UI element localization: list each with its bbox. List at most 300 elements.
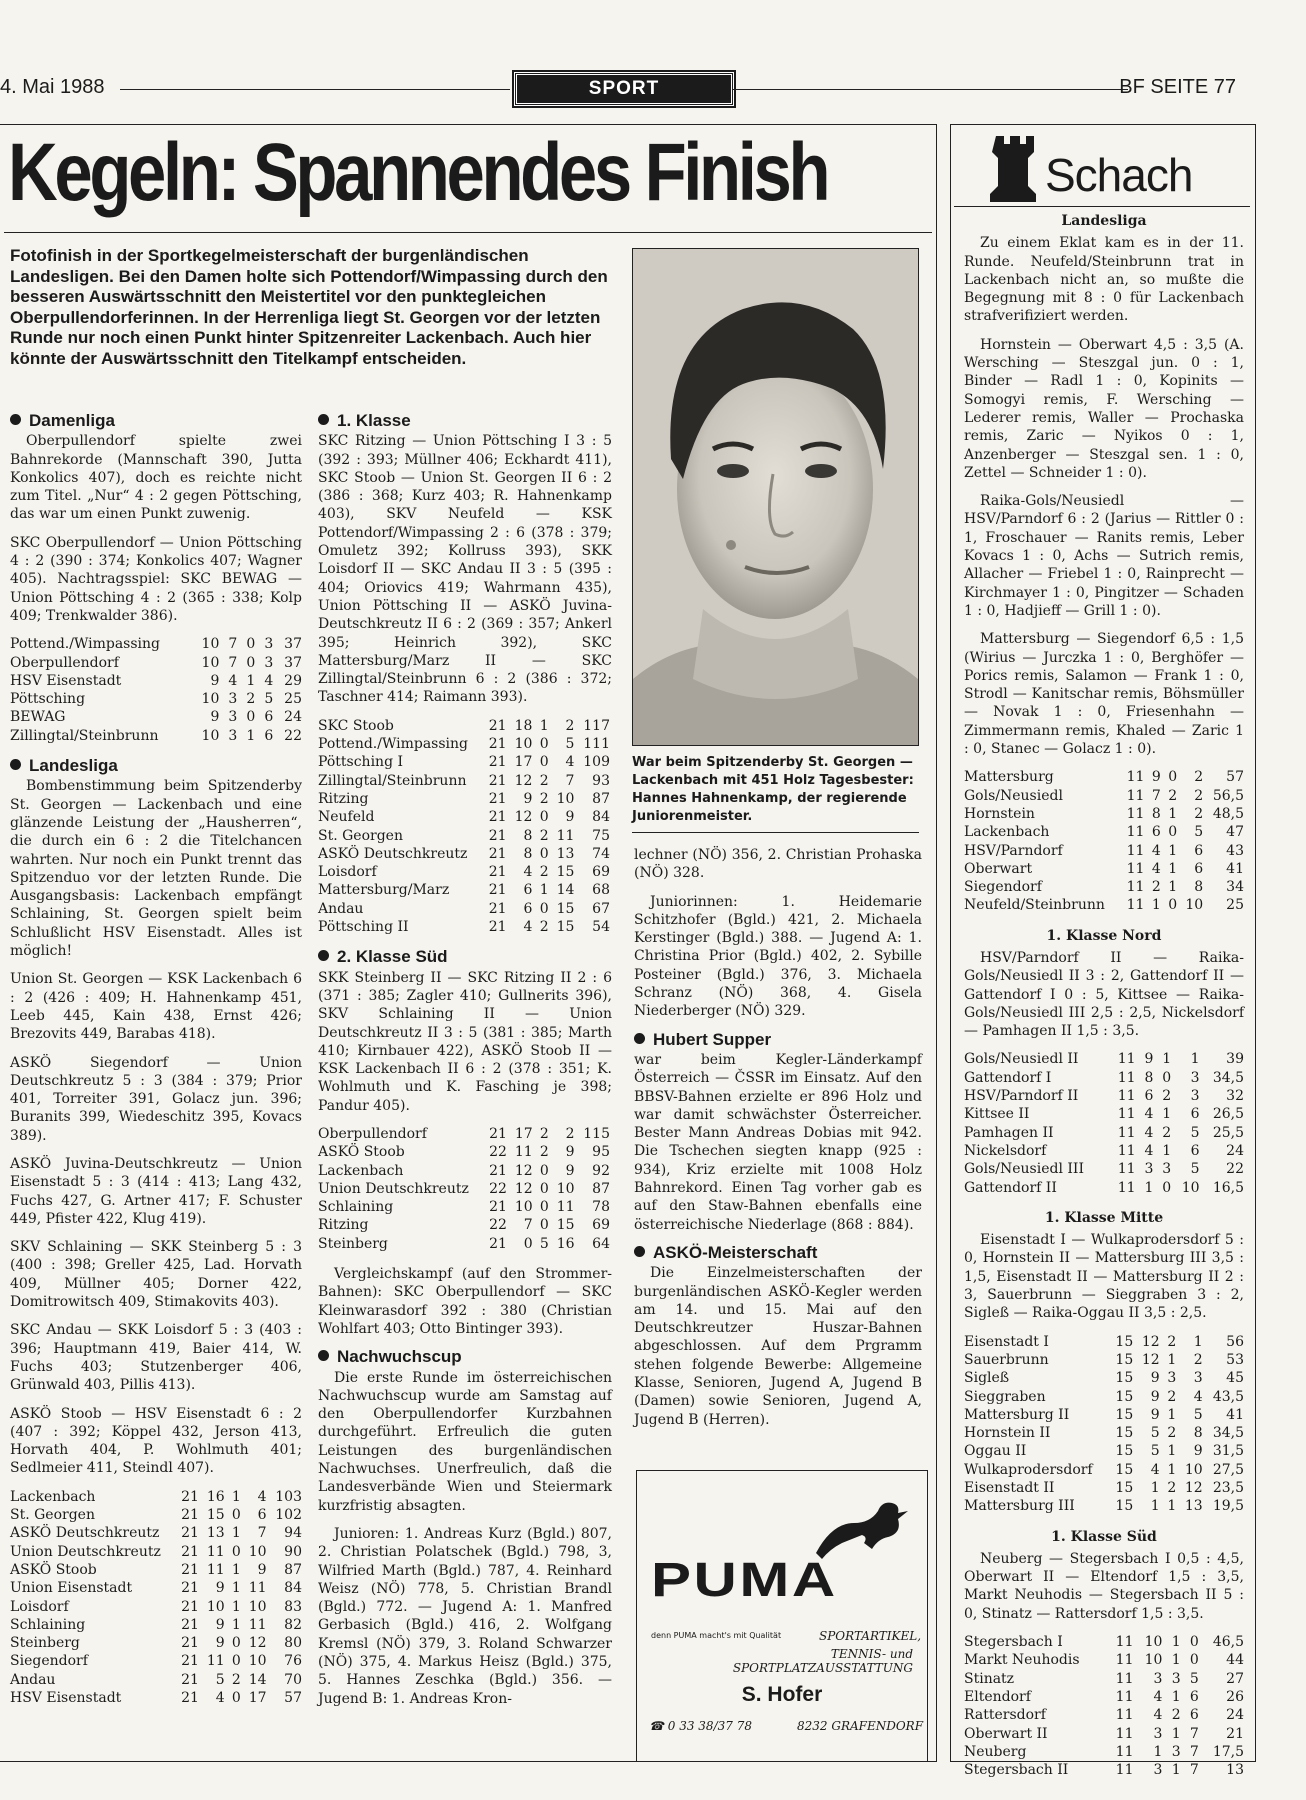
table-cell: 5 — [1150, 1425, 1160, 1442]
table-cell: 6 — [523, 882, 533, 899]
team-name: HSV/Parndorf — [964, 842, 1063, 859]
table-cell: 0 — [1162, 1179, 1172, 1196]
table-cell: 6 — [1190, 1106, 1200, 1123]
table-cell: 9 — [210, 672, 220, 689]
table-cell: 21 — [488, 790, 507, 807]
table-row — [964, 1142, 1244, 1160]
table-cell: 5 — [539, 1235, 549, 1252]
table-cell: 0 — [539, 809, 549, 826]
table-cell: 11 — [1117, 1088, 1136, 1105]
table-cell: 90 — [284, 1543, 302, 1560]
table-cell: 1 — [1167, 1461, 1177, 1478]
table-cell: 25,5 — [1212, 1124, 1244, 1141]
ad-phone: ☎ 0 33 38/37 78 — [649, 1719, 752, 1733]
table-cell: 1 — [1190, 1051, 1200, 1068]
table-cell: 11 — [1117, 1051, 1136, 1068]
table-cell: 22 — [489, 1217, 507, 1234]
table-cell: 56,5 — [1212, 787, 1244, 804]
table-cell: 3 — [1162, 1161, 1172, 1178]
team-name: HSV Eisenstadt — [10, 672, 122, 689]
table-row — [10, 690, 302, 708]
table-cell: 4 — [257, 1488, 267, 1505]
table-row — [964, 768, 1244, 786]
table-cell: 21 — [489, 1199, 507, 1216]
table-cell: 10 — [556, 1180, 575, 1197]
table-cell: 115 — [583, 1125, 610, 1142]
team-name: ASKÖ Deutschkreutz — [10, 1525, 160, 1542]
table-cell: 12 — [514, 1162, 533, 1179]
portrait-image — [633, 249, 918, 745]
paragraph: Junioren: 1. Andreas Kurz (Bgld.) 807, 2. Christian Polatschek (Bgld.) 798, 3, Wilfried Marth (Bgld.) 787, 4. Reinhard Weisz (NÖ) 778, 5. Christian Brandl (Bgld.) 772. — Jugend A: 1. Manfred Gerbasich (Bgld.) 416, 2. Wolfgang Kremsl (NÖ) 379, 3. Roland Schwarzer (NÖ) 375, 4. Markus Heisz (Bgld.) 375, 5. Hannes Zeschka (Bgld.) 356. — Jugend B: 1. Andreas Kron- — [318, 1525, 612, 1707]
table-cell: 0 — [246, 709, 256, 726]
rook-icon — [990, 132, 1040, 204]
bullet-icon — [318, 1350, 329, 1361]
table-cell: 10 — [1184, 1461, 1203, 1478]
team-name: Ritzing — [318, 1217, 369, 1234]
ad-name: S. Hofer — [741, 1683, 823, 1706]
team-name: HSV/Parndorf II — [964, 1088, 1079, 1105]
table-row — [10, 654, 302, 672]
table-cell: 0 — [539, 845, 549, 862]
table-cell: 1 — [1167, 1351, 1177, 1368]
table-row — [318, 845, 610, 863]
section-damenliga: Damenliga — [10, 412, 302, 430]
section-landesliga: Landesliga — [10, 757, 302, 775]
bullet-icon — [10, 759, 21, 770]
table-cell: 4 — [1153, 1707, 1163, 1724]
table-row — [318, 735, 610, 753]
table-cell: 87 — [592, 790, 610, 807]
table-cell: 21 — [181, 1598, 199, 1615]
table-cell: 23,5 — [1212, 1480, 1244, 1496]
table-cell: 10 — [556, 790, 575, 807]
chess-table-mitte — [964, 1333, 1244, 1516]
team-name: Loisdorf — [318, 864, 377, 881]
paragraph: war beim Kegler-Länderkampf Österreich — ČSSR im Einsatz. Auf den BBSV-Bahnen erzielte er 896 Holz und war damit schwächster Österreicher. Bester Mann Andreas Dobias mit 942. Die Tschechen siegten knapp (925 : 934), Kriz erzielte mit 1008 Holz Bahnrekord. Einen Tag vorher gab es auf den Staw-Bahnen ebenfalls eine österreichische Niederlage (868 : 884). — [634, 1051, 922, 1233]
table-cell: 70 — [284, 1671, 302, 1688]
table-cell: 111 — [583, 736, 610, 753]
table-row — [318, 717, 610, 735]
table-row — [318, 808, 610, 826]
table-row — [964, 860, 1244, 878]
table-row — [964, 1497, 1244, 1515]
team-name: Sigleß — [964, 1370, 1010, 1387]
table-row — [964, 1725, 1244, 1743]
section-klasse2: 2. Klasse Süd — [318, 948, 612, 966]
table-cell: 0 — [1168, 769, 1178, 786]
table-cell: 11 — [1126, 787, 1145, 804]
team-name: Siegendorf — [964, 879, 1042, 896]
table-cell: 37 — [284, 636, 302, 653]
table-cell: 1 — [1167, 1498, 1177, 1515]
table-cell: 6 — [1144, 1088, 1154, 1105]
team-name: Oggau II — [964, 1443, 1027, 1460]
table-cell: 2 — [1167, 1480, 1177, 1496]
table-cell: 1 — [1171, 1688, 1181, 1705]
team-name: ASKÖ Stoob — [318, 1144, 405, 1161]
table-cell: 4 — [1144, 1142, 1154, 1159]
table-cell: 2 — [539, 919, 549, 936]
team-name: Mattersburg — [964, 769, 1054, 786]
bullet-icon — [634, 1033, 645, 1044]
paragraph: Juniorinnen: 1. Heidemarie Schitzhofer (Bgld.) 421, 2. Michaela Kerstinger (Bgld.) 388. — Jugend A: 1. Christina Prior (Bgld.) 402, 2. Sybille Posteiner (Bgld.) 376, 3. Michaela Schranz (NÖ) 368, 4. Gisela Niederberger (NÖ) 329. — [634, 893, 922, 1020]
table-cell: 21 — [181, 1507, 199, 1524]
chess-title: Schach — [1045, 149, 1193, 201]
table-cell: 11 — [1115, 1688, 1134, 1705]
table-cell: 0 — [1168, 824, 1178, 841]
table-cell: 5 — [1190, 1124, 1200, 1141]
paragraph: ASKÖ Juvina-Deutschkreutz — Union Eisenstadt 5 : 3 (414 : 413; Lang 432, Fuchs 427, G. Artner 417; F. Schuster 449, Pfister 422, Klug 419). — [10, 1155, 302, 1227]
table-cell: 5 — [264, 691, 274, 708]
table-row — [964, 805, 1244, 823]
table-cell: 2 — [539, 772, 549, 789]
team-name: Wulkaprodersdorf — [964, 1461, 1093, 1478]
portrait-photo — [632, 248, 919, 746]
table-row — [964, 1105, 1244, 1123]
table-cell: 48,5 — [1212, 805, 1244, 822]
team-name: Hornstein II — [964, 1425, 1051, 1442]
team-name: Union Eisenstadt — [10, 1580, 133, 1597]
team-name: Oberpullendorf — [318, 1125, 427, 1142]
table-cell: 14 — [248, 1671, 267, 1688]
table-row — [318, 1143, 610, 1161]
table-cell: 3 — [1171, 1743, 1181, 1760]
table-cell: 11 — [556, 1199, 575, 1216]
table-cell: 11 — [1115, 1707, 1134, 1724]
column-1 — [10, 402, 302, 1719]
team-name: Stegersbach I — [964, 1634, 1063, 1651]
table-row — [10, 1616, 302, 1634]
table-row — [964, 787, 1244, 805]
team-name: Mattersburg III — [964, 1498, 1075, 1515]
table-row — [318, 753, 610, 771]
table-cell: 2 — [565, 717, 575, 734]
table-cell: 12 — [1141, 1351, 1160, 1368]
table-cell: 5 — [565, 736, 575, 753]
table-cell: 11 — [1115, 1743, 1134, 1760]
table-cell: 9 — [215, 1580, 225, 1597]
column-2 — [318, 402, 612, 1718]
table-cell: 10 — [248, 1543, 267, 1560]
table-cell: 47 — [1226, 824, 1244, 841]
table-row — [964, 823, 1244, 841]
chess-table-landesliga — [964, 768, 1244, 914]
table-cell: 1 — [231, 1580, 241, 1597]
team-name: Ritzing — [318, 790, 369, 807]
table-row — [318, 1162, 610, 1180]
table-row — [964, 1743, 1244, 1761]
table-cell: 4 — [1150, 1461, 1160, 1478]
table-cell: 11 — [1126, 769, 1145, 786]
table-cell: 7 — [228, 654, 238, 671]
standings-table-landesliga — [10, 1488, 302, 1708]
paragraph: Neuberg — Stegersbach I 0,5 : 4,5, Oberwart II — Eltendorf 1,5 : 3,5, Markt Neuhodis — Stegersbach II 5 : 0, Stinatz — Rattersdorf 1,5 : 3,5. — [964, 1550, 1244, 1622]
table-cell: 34 — [1226, 879, 1244, 896]
table-cell: 27 — [1226, 1670, 1244, 1687]
table-cell: 4 — [1144, 1124, 1154, 1141]
table-cell: 26 — [1226, 1688, 1244, 1705]
table-cell: 15 — [1115, 1480, 1134, 1496]
table-cell: 3 — [1190, 1088, 1200, 1105]
team-name: Kittsee II — [964, 1106, 1030, 1123]
table-cell: 15 — [1115, 1425, 1134, 1442]
table-cell: 21 — [488, 717, 507, 734]
table-cell: 25 — [1226, 897, 1244, 914]
table-cell: 9 — [1193, 1443, 1203, 1460]
table-cell: 10 — [514, 1199, 533, 1216]
table-cell: 54 — [592, 919, 610, 936]
issue-date: 4. Mai 1988 — [0, 76, 105, 98]
team-name: Lackenbach — [964, 824, 1050, 841]
table-cell: 21 — [488, 809, 507, 826]
table-cell: 4 — [228, 672, 238, 689]
table-cell: 12 — [248, 1635, 267, 1652]
table-cell: 10 — [201, 691, 220, 708]
table-cell: 3 — [1153, 1670, 1163, 1687]
table-cell: 5 — [1150, 1443, 1160, 1460]
table-cell: 21 — [489, 1235, 507, 1252]
table-cell: 11 — [1126, 842, 1145, 859]
table-cell: 2 — [539, 864, 549, 881]
table-cell: 2 — [1167, 1388, 1177, 1405]
table-cell: 4 — [1193, 1388, 1203, 1405]
team-name: Schlaining — [318, 1199, 394, 1216]
table-cell: 1 — [246, 672, 256, 689]
table-row — [964, 1670, 1244, 1688]
table-cell: 24 — [284, 709, 302, 726]
puma-advertisement — [636, 1470, 928, 1762]
table-row — [318, 827, 610, 845]
table-cell: 2 — [1162, 1124, 1172, 1141]
column-3 — [634, 846, 922, 1439]
table-cell: 1 — [231, 1616, 241, 1633]
table-row — [964, 1442, 1244, 1460]
table-cell: 0 — [231, 1507, 241, 1524]
table-cell: 17,5 — [1212, 1743, 1244, 1760]
table-cell: 17 — [514, 1125, 533, 1142]
paragraph: Mattersburg — Siegendorf 6,5 : 1,5 (Wirius — Jurczka 1 : 0, Berghöfer — Porics remis, Salamon — Frank 1 : 0, Strodl — Kanitschar remis, Böhsmüller — Novak 1 : 0, Friesenhahn — Zimmermann remis, Khaled — Zaric 1 : 0, Stanec — Golacz 1 : 0). — [964, 631, 1244, 758]
table-row — [10, 1671, 302, 1689]
table-cell: 1 — [1168, 879, 1178, 896]
section-label: SPORT — [514, 72, 734, 106]
section-nachwuchscup: Nachwuchscup — [318, 1348, 612, 1366]
table-cell: 10 — [201, 654, 220, 671]
table-cell: 0 — [246, 636, 256, 653]
table-cell: 57 — [1226, 769, 1244, 786]
table-row — [10, 1524, 302, 1542]
table-row — [318, 1198, 610, 1216]
table-cell: 2 — [1193, 1351, 1203, 1368]
table-cell: 0 — [246, 654, 256, 671]
table-cell: 2 — [1168, 787, 1178, 804]
header-rule-right — [733, 89, 1128, 90]
table-cell: 4 — [1151, 842, 1161, 859]
section-klasse1: 1. Klasse — [318, 412, 612, 430]
table-row — [964, 1050, 1244, 1068]
table-row — [318, 790, 610, 808]
table-cell: 6 — [1189, 1688, 1199, 1705]
table-cell: 15 — [1115, 1498, 1134, 1515]
table-cell: 12 — [1184, 1480, 1203, 1496]
chess-subhead-mitte: 1. Klasse Mitte — [1044, 1209, 1164, 1226]
table-row — [10, 708, 302, 726]
table-cell: 21 — [181, 1488, 199, 1505]
table-cell: 17 — [514, 754, 533, 771]
table-cell: 21 — [181, 1580, 199, 1597]
table-cell: 0 — [1162, 1069, 1172, 1086]
table-cell: 29 — [284, 672, 302, 689]
team-name: Pamhagen II — [964, 1124, 1054, 1141]
table-cell: 0 — [231, 1635, 241, 1652]
table-cell: 11 — [1117, 1124, 1136, 1141]
table-cell: 2 — [1194, 787, 1204, 804]
table-cell: 3 — [1193, 1370, 1203, 1387]
team-name: ASKÖ Stoob — [10, 1561, 97, 1578]
team-name: Stegersbach II — [964, 1762, 1069, 1779]
table-cell: 6 — [1151, 824, 1161, 841]
table-cell: 84 — [284, 1580, 302, 1597]
table-cell: 6 — [1194, 860, 1204, 877]
team-name: Neufeld/Steinbrunn — [964, 897, 1105, 914]
table-cell: 45 — [1226, 1370, 1244, 1387]
team-name: Mattersburg/Marz — [318, 882, 450, 899]
table-cell: 43,5 — [1212, 1388, 1244, 1405]
ad-city: 8232 GRAFENDORF — [797, 1719, 924, 1733]
table-cell: 0 — [231, 1690, 241, 1706]
table-cell: 9 — [215, 1635, 225, 1652]
table-cell: 21 — [181, 1653, 199, 1670]
table-cell: 2 — [539, 1125, 549, 1142]
table-cell: 11 — [1117, 1142, 1136, 1159]
page-header — [0, 72, 1306, 106]
table-cell: 1 — [539, 882, 549, 899]
table-cell: 7 — [1189, 1762, 1199, 1779]
table-cell: 21 — [488, 882, 507, 899]
table-cell: 37 — [284, 654, 302, 671]
table-cell: 1 — [1150, 1480, 1160, 1496]
table-cell: 0 — [539, 1162, 549, 1179]
team-name: St. Georgen — [318, 827, 403, 844]
caption-rule — [632, 832, 919, 833]
table-cell: 46,5 — [1212, 1634, 1244, 1651]
table-cell: 53 — [1226, 1351, 1244, 1368]
paragraph: Die erste Runde im österreichischen Nachwuchscup wurde am Samstag auf den Oberpullendorfer Kurzbahnen durchgeführt. Erfreulich die guten Leistungen des burgenländischen Nachwuchses. Unerfreulich, daß die Landesverbände Wien und Steiermark kurzfristig absagten. — [318, 1369, 612, 1514]
table-row — [10, 1652, 302, 1670]
table-cell: 16 — [206, 1488, 225, 1505]
standings-table-klasse2 — [318, 1125, 610, 1253]
table-cell: 22 — [284, 727, 302, 744]
table-row — [964, 1479, 1244, 1497]
table-cell: 82 — [284, 1616, 302, 1633]
table-cell: 21 — [488, 754, 507, 771]
table-cell: 9 — [1150, 1388, 1160, 1405]
table-cell: 75 — [592, 827, 610, 844]
table-cell: 7 — [523, 1217, 533, 1234]
table-row — [964, 1633, 1244, 1651]
table-cell: 10 — [1144, 1634, 1163, 1651]
table-row — [964, 1406, 1244, 1424]
table-cell: 3 — [1153, 1762, 1163, 1779]
table-row — [318, 1125, 610, 1143]
table-cell: 0 — [1168, 897, 1178, 914]
table-cell: 93 — [592, 772, 610, 789]
table-cell: 9 — [257, 1561, 267, 1578]
table-cell: 2 — [565, 1125, 575, 1142]
table-row — [318, 1235, 610, 1253]
table-cell: 11 — [1117, 1179, 1136, 1196]
team-name: Schlaining — [10, 1616, 86, 1633]
table-cell: 2 — [539, 827, 549, 844]
lead-paragraph: Fotofinish in der Sportkegelmeisterschaft der burgenländischen Landesligen. Bei den Damen holte sich Pottendorf/Wimpassing durch den besseren Auswärtsschnitt den Meistertitel vor den punktegleichen Oberpullendorferinnen. In der Herrenliga liegt St. Georgen vor der letzten Runde nur noch einen Punkt hinter Spitzenreiter Lackenbach. Auch hier könnte der Auswärtsschnitt den Titelkampf entscheiden. — [10, 246, 608, 368]
table-cell: 22 — [489, 1180, 507, 1197]
table-cell: 6 — [257, 1507, 267, 1524]
table-cell: 10 — [1181, 1179, 1200, 1196]
paragraph: Hornstein — Oberwart 4,5 : 3,5 (A. Wersching — Steszgal jun. 0 : 1, Binder — Radl 1 : 0, Kopinits — Somogyi remis, F. Wersching — Lederer remis, Waller — Prochaska remis, Zaric — Nyikos 0 : 1, Anzenberger — Steszgal sen. 1 : 0, Zettel — Schneider 1 : 0). — [964, 336, 1244, 481]
table-row — [964, 1333, 1244, 1351]
team-name: Eltendorf — [964, 1688, 1031, 1705]
paragraph: HSV/Parndorf II — Raika-Gols/Neusiedl II 3 : 2, Gattendorf II — Gattendorf I 0 : 5, Kittsee — Raika-Gols/Neusiedl III 2,5 : 2,5, Nickelsdorf — Pamhagen II 1,5 : 3,5. — [964, 949, 1244, 1040]
table-cell: 2 — [1167, 1425, 1177, 1442]
table-cell: 1 — [1151, 897, 1161, 914]
table-cell: 69 — [592, 864, 610, 881]
table-cell: 19,5 — [1212, 1498, 1244, 1515]
table-cell: 13 — [206, 1525, 225, 1542]
team-name: SKC Stoob — [318, 717, 394, 734]
table-row — [964, 1124, 1244, 1142]
table-cell: 3 — [1144, 1161, 1154, 1178]
bullet-icon — [318, 414, 329, 425]
table-cell: 1 — [246, 727, 256, 744]
table-cell: 7 — [257, 1525, 267, 1542]
table-cell: 4 — [215, 1690, 225, 1706]
table-cell: 15 — [1115, 1461, 1134, 1478]
table-cell: 57 — [284, 1690, 302, 1706]
table-cell: 15 — [1115, 1443, 1134, 1460]
team-name: Oberwart II — [964, 1725, 1048, 1742]
table-cell: 15 — [1115, 1351, 1134, 1368]
table-cell: 0 — [539, 754, 549, 771]
table-cell: 11 — [1117, 1069, 1136, 1086]
team-name: Oberwart — [964, 860, 1033, 877]
table-cell: 2 — [539, 790, 549, 807]
table-cell: 3 — [264, 654, 274, 671]
table-cell: 12 — [514, 1180, 533, 1197]
team-name: Hornstein — [964, 805, 1035, 822]
table-cell: 2 — [1194, 769, 1204, 786]
table-cell: 9 — [523, 790, 533, 807]
paragraph: Raika-Gols/Neusiedl — HSV/Parndorf 6 : 2 (Jarius — Rittler 0 : 1, Froschauer — Ranits remis, Leber Kovacs 1 : 0, Achs — Sutrich remis, Allacher — Friebel 1 : 0, Rainprecht — Kirchmayer 1 : 0, Pingitzer — Schaden 1 : 0, Hadjieff — Grill 1 : 0). — [964, 493, 1244, 619]
table-row — [10, 1488, 302, 1506]
table-cell: 1 — [231, 1598, 241, 1615]
table-cell: 9 — [565, 809, 575, 826]
standings-table-damenliga — [10, 635, 302, 745]
table-row — [10, 1506, 302, 1524]
table-cell: 94 — [284, 1525, 302, 1542]
chess-subhead-nord: 1. Klasse Nord — [1046, 927, 1162, 944]
table-cell: 0 — [539, 1217, 549, 1234]
table-row — [10, 1689, 302, 1707]
table-cell: 1 — [1171, 1762, 1181, 1779]
table-cell: 6 — [1190, 1142, 1200, 1159]
table-row — [10, 1561, 302, 1579]
table-cell: 1 — [1153, 1743, 1163, 1760]
table-cell: 4 — [1151, 860, 1161, 877]
paragraph: SKC Oberpullendorf — Union Pöttsching 4 : 2 (390 : 374; Konkolics 407; Wagner 405). Nachtragsspiel: SKC BEWAG — Union Pöttsching 4 : 2 (365 : 338; Kolp 409; Trenkwalder 386). — [10, 534, 302, 624]
paragraph: Vergleichskampf (auf den Strommer-Bahnen): SKC Oberpullendorf — SKC Kleinwarasdorf 392 : 380 (Christian Wohlfart 403; Otto Bintinger 393). — [318, 1266, 612, 1337]
table-cell: 0 — [231, 1653, 241, 1670]
chess-subhead-sued: 1. Klasse Süd — [1051, 1528, 1157, 1545]
table-row — [964, 842, 1244, 860]
